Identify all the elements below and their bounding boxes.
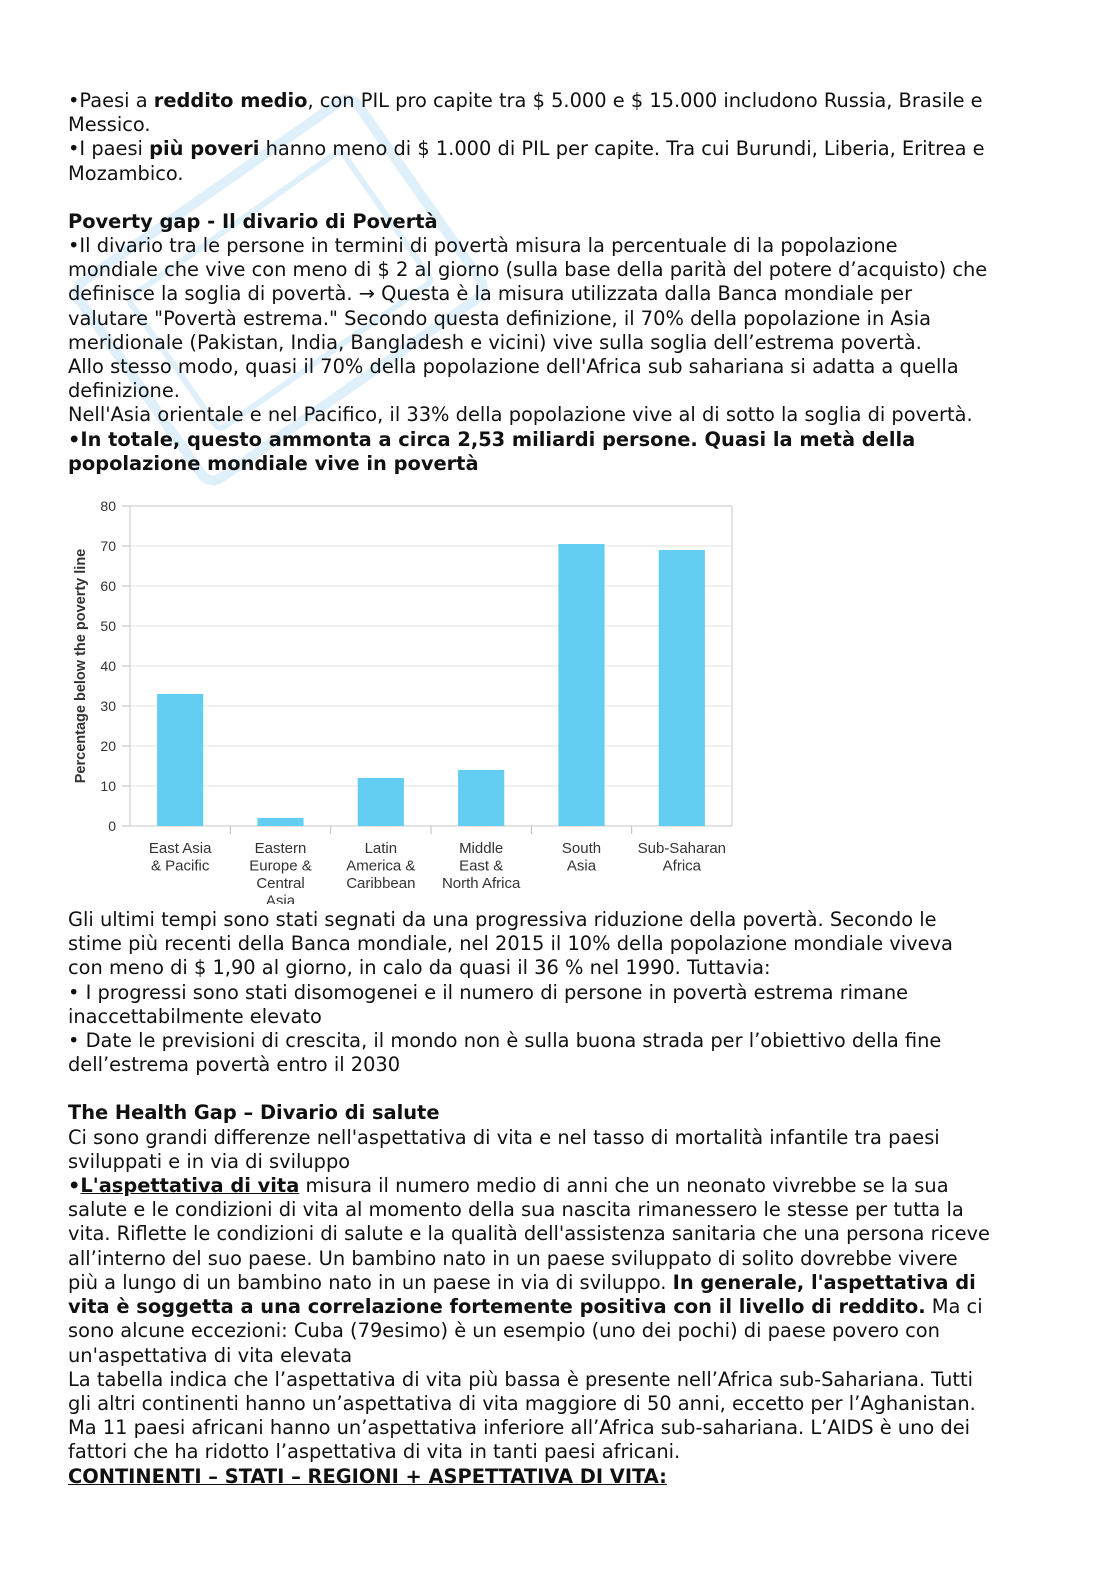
poverty-bar-chart	[68, 494, 748, 904]
health-heading: The Health Gap – Divario di salute	[68, 1101, 440, 1125]
text-line: •L'aspettativa di vita misura il numero medio di anni che un neonato vivrebbe se la sua	[68, 1174, 949, 1198]
after-chart-paragraph	[68, 908, 1058, 1077]
category-label: Sub-Saharan	[637, 840, 727, 858]
category-label: & Pacific	[150, 857, 210, 875]
text-line: inaccettabilmente elevato	[68, 1004, 322, 1028]
y-tick-label: 30	[100, 698, 116, 715]
intro-line-2: Messico.	[68, 113, 151, 137]
text-line: vita. Riflette le condizioni di salute e la qualità dell'assistenza sanitaria che una persona riceve	[68, 1222, 990, 1246]
text-line: definisce la soglia di povertà. → Questa è la misura utilizzata dalla Banca mondiale per	[68, 282, 913, 306]
intro-line-4: Mozambico.	[68, 161, 184, 185]
category-label: America &	[346, 857, 416, 875]
category-label: Asia	[265, 892, 296, 905]
text-line: •Il divario tra le persone in termini di povertà misura la percentuale di la popolazione	[68, 234, 898, 258]
category-label: Caribbean	[346, 875, 416, 893]
bar	[458, 770, 504, 826]
poverty-heading: Poverty gap - Il divario di Povertà	[68, 209, 438, 233]
y-axis-label: Percentage below the poverty line	[73, 548, 89, 784]
bold-text-line: popolazione mondiale vive in povertà	[68, 451, 479, 475]
text-line: più a lungo di un bambino nato in un paese in via di sviluppo. In generale, l'aspettativa di	[68, 1270, 976, 1294]
text-line: sviluppati e in via di sviluppo	[68, 1149, 351, 1173]
health-paragraph	[68, 1126, 1058, 1489]
bar	[358, 778, 404, 826]
text-line: La tabella indica che l’aspettativa di vita più bassa è presente nell’Africa sub-Sahariana. Tutti	[68, 1367, 973, 1391]
bar	[659, 550, 705, 826]
poverty-paragraph	[68, 234, 1058, 476]
text-line: gli altri continenti hanno un’aspettativa di vita maggiore di 50 anni, eccetto per l’Aghanistan.	[68, 1391, 976, 1415]
category-label: South	[561, 840, 602, 858]
bar	[257, 818, 303, 826]
text-line: definizione.	[68, 379, 180, 403]
category-label: Central	[256, 875, 305, 893]
y-tick-label: 50	[100, 618, 116, 635]
text-line: Nell'Asia orientale e nel Pacifico, il 33% della popolazione vive al di sotto la soglia di povertà.	[68, 403, 973, 427]
term-life-expectancy: L'aspettativa di vita	[80, 1174, 300, 1198]
document-page	[68, 89, 1058, 1489]
intro-line-3: •I paesi più poveri hanno meno di $ 1.000 di PIL per capite. Tra cui Burundi, Liberia, Eritrea e	[68, 137, 985, 161]
text-line: Gli ultimi tempi sono stati segnati da una progressiva riduzione della povertà. Secondo le	[68, 908, 937, 932]
text-line: meridionale (Pakistan, India, Bangladesh e vicini) vive sulla soglia dell’estrema povertà.	[68, 330, 922, 354]
y-tick-label: 10	[100, 778, 116, 795]
bold-text-line: •In totale, questo ammonta a circa 2,53 miliardi persone. Quasi la metà della	[68, 427, 916, 451]
category-label: Asia	[566, 857, 597, 875]
category-label: East &	[459, 857, 504, 875]
text-line: • I progressi sono stati disomogenei e il numero di persone in povertà estrema rimane	[68, 980, 909, 1004]
text-line: valutare "Povertà estrema." Secondo questa definizione, il 70% della popolazione in Asia	[68, 306, 932, 330]
text-line: con meno di $ 1,90 al giorno, in calo da quasi il 36 % nel 1990. Tuttavia:	[68, 956, 771, 980]
text-line: un'aspettativa di vita elevata	[68, 1343, 353, 1367]
y-tick-label: 40	[100, 658, 116, 675]
text-line: • Date le previsioni di crescita, il mondo non è sulla buona strada per l’obiettivo della fine	[68, 1029, 942, 1053]
chart-svg	[68, 494, 748, 904]
category-label: Middle	[459, 840, 504, 858]
text-line: Ma 11 paesi africani hanno un’aspettativa inferiore all’Africa sub-sahariana. L’AIDS è uno dei	[68, 1416, 971, 1440]
y-tick-label: 80	[100, 498, 116, 515]
text-line: all’interno del suo paese. Un bambino nato in un paese sviluppato di solito dovrebbe vivere	[68, 1246, 958, 1270]
text-line: salute e le condizioni di vita al momento della sua nascita rimanessero le stesse per tutta la	[68, 1198, 964, 1222]
category-label: Eastern	[254, 840, 307, 858]
category-label: East Asia	[148, 840, 212, 858]
y-tick-label: 70	[100, 538, 116, 555]
text-line: stime più recenti della Banca mondiale, nel 2015 il 10% della popolazione mondiale viveva	[68, 932, 953, 956]
bar	[157, 694, 203, 826]
category-label: North Africa	[441, 875, 521, 893]
category-label: Latin	[364, 840, 398, 858]
bar	[558, 544, 604, 826]
text-line: mondiale che vive con meno di $ 2 al giorno (sulla base della parità del potere d’acquisto) che	[68, 258, 988, 282]
category-label: Europe &	[249, 857, 312, 875]
text-line: vita è soggetta a una correlazione fortemente positiva con il livello di reddito. Ma ci	[68, 1295, 983, 1319]
text-line: fattori che ha ridotto l’aspettativa di vita in tanti paesi africani.	[68, 1440, 681, 1464]
final-heading: CONTINENTI – STATI – REGIONI + ASPETTATIVA DI VITA:	[68, 1464, 667, 1488]
text-line: Allo stesso modo, quasi il 70% della popolazione dell'Africa sub sahariana si adatta a quella	[68, 355, 959, 379]
y-tick-label: 60	[100, 578, 116, 595]
y-tick-label: 0	[108, 818, 116, 835]
text-line: dell’estrema povertà entro il 2030	[68, 1053, 401, 1077]
text-line: Ci sono grandi differenze nell'aspettativa di vita e nel tasso di mortalità infantile tra paesi	[68, 1125, 940, 1149]
y-tick-label: 20	[100, 738, 116, 755]
text-line: sono alcune eccezioni: Cuba (79esimo) è un esempio (uno dei pochi) di paese povero con	[68, 1319, 940, 1343]
category-label: Africa	[662, 857, 702, 875]
intro-line-1: •Paesi a reddito medio, con PIL pro capite tra $ 5.000 e $ 15.000 includono Russia, Brasile e	[68, 89, 983, 112]
